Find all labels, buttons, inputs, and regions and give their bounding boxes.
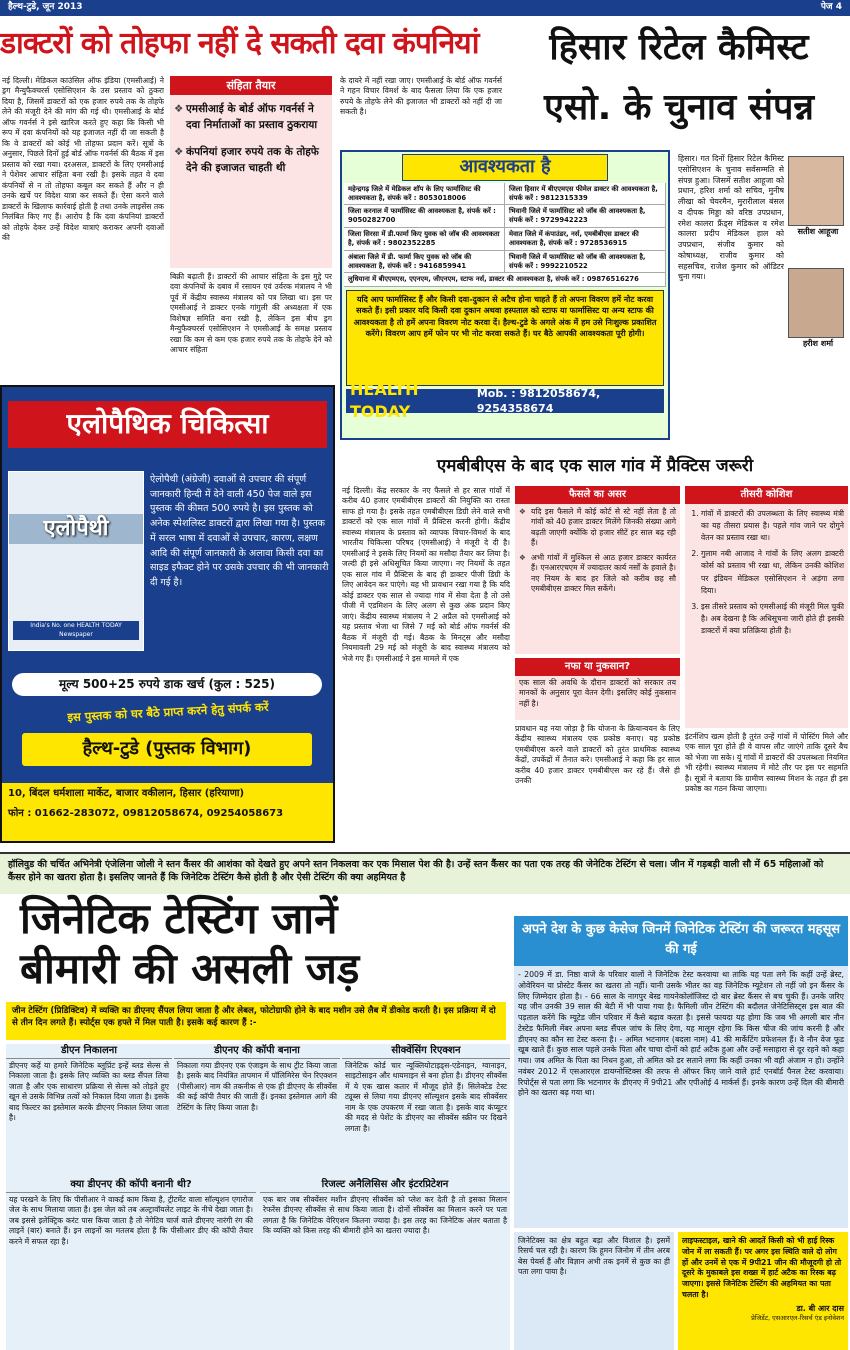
classified-item: अंबाला जिले में डी. फार्मा किए युवक को जॉब की आवश्यकता है, संपर्क करें : 9416859941: [344, 251, 505, 274]
page-header: [0, 0, 850, 16]
quote-text: लाइफस्टाइल, खाने की आदतें किसी को भी हाई रिस्क जोन में ला सकती हैं। पर अगर इस स्थिति वाले दो लोग हों और उनमें से एक में 9पी21 जीन की मौजूदगी हो तो दूसरे के मुकाबले इस शख्स में हार्ट अटैक का रिस्क बढ़ जाएगा। इससे जिनेटिक टेस्टिंग की अहमियत का पता चलता है।: [682, 1236, 842, 1299]
story3-box3-title: तीसरी कोशिश: [685, 486, 848, 504]
sidebar-cases: - 2009 में डा. निष्ठा वाजे के परिवार वालों ने जिनेटिक टेस्ट करवाया था ताकि यह पता लगे कि कहीं उन्हें ब्रेस्ट, ओवेरियन या प्रोस्टेट कैंसर का खतरा तो नहीं। यानी उसके भीतर का वह जिनेटिक म्यूटेशन तो नहीं जो इन कैंसर के लिए जिम्मेदार होता है। - 66 साल के नागपुर बेस्ड गायनेकोलॉजिस्ट दो बार ब्रेस्ट कैंसर से बच चुकी हैं। उनके जरिए यह जीन उनकी 39 साल की बेटी में भी पाया गया है। फैमिली जीन टेस्टिंग की बदौलत जेनेटिसिस्ट्स इस बात की पड़ताल करेंगे कि म्यूटेड जीन परिवार में कैसे बढ़ाव करता है। इससे फायदा यह होगा कि जब भी अगली बार नौन टेस्टेड फैमिली मेंबर अपना ब्लड सैंपल जांच के लिए देगा, यह मालूम रहेगा कि किस चीज की जांच करनी है और डीएनए का कौन सा टेस्ट करना है। - अमित भटनागर (बदला नाम) 41 की मार्केटिंग प्रफेशनल हैं। वे नौन वेज फूड खूब खाते हैं। कुछ साल पहले उनके पिता और चाचा दोनों को हार्ट अटैक हुआ और उन्हें मसाहारा से दूर रहने को कहा गया। जब अमित के पिता का निधन हुआ, तो अमित को डर सताने लगा कि कहीं उनका भी वही अंजाम न हो। उन्होंने नवंबर 2012 में एसआरएल डायग्नोस्टिक्स की तरफ से ऑफर किए जाने वाले हार्ट एनबॉर्ड पैनल टेस्ट करवाया। रिपोर्ट्स से पता लगा कि भटनागर के डीएनए में 9पी21 और एपीओई 4 मार्कर्स हैं। इनके कारण उन्हें दिल की बीमारी होने का खतरा बढ़ गया था।: [514, 966, 848, 1228]
story-chemist-election: [508, 18, 850, 448]
story1-col1: नई दिल्ली। मेडिकल काउंसिल ऑफ इंडिया (एमसीआई) ने ड्रग मैन्युफैक्चरर्स एसोसिएशन के उस प्रस्ताव को ठुकरा दिया है, जिसमें डाक्टरों को एक हजार रुपये तक के तोहफे लेने की मंजूरी देने की मांग की गई थी। एमसीआई के बोर्ड ऑफ गवर्नर्स ने इसे खारिज करते हुए कहा कि किसी भी रूप में दवा कंपनियों को यह इजाजत नहीं दी जा सकती है कि वे डाक्टरों को कोई भी तोहफा प्रदान करें। सूत्रों के अनुसार, पिछले दिनों हुई बोर्ड ऑफ गवर्नर्स की बैठक में इस प्रस्ताव को रखा गया। दरअसल, डाक्टरों के लिए एमसीआई ने पेशेवर आचार संहिता बना रखी है। इसके तहत वे दवा कंपनियों से न तो तोहफा कबूल कर सकते हैं और न ही उनके खर्चे पर विदेश यात्रा कर सकते हैं। ऐसा करने वाले डाक्टरों के खिलाफ कार्रवाई होती है तथा उनके लाइसेंस तक निलंबित किए गए हैं। आरोप है कि दवा कंपनियां डाक्टरों को तोहफे देकर उन्हें विदेश यात्राएं कराकर अपनी दवाओं की: [2, 76, 164, 243]
step-heading: डीएन निकालना: [6, 1044, 172, 1059]
classified-notice: यदि आप फार्मासिस्ट हैं और किसी दवा-दुकान से अटैच होना चाहते हैं तो अपना विवरण हमें नोट करवा सकते हैं। इसी प्रकार यदि किसी दवा दुकान अथवा हस्पताल को स्टाफ या फार्मासिस्ट या अन्य स्टाफ की आवश्यकता है तो हमें अपना विवरण नोट करवा दें। हैल्थ-टुडे के अगले अंक में हम उसे निःशुल्क प्रकाशित करेंगे। विवरण आप हमें फोन पर भी नोट करवा सकते हैं। घर बैठे आपकी आवश्यकता पूरी होगी।: [346, 290, 664, 386]
book-ad-publisher: हैल्थ-टुडे (पुस्तक विभाग): [22, 733, 312, 766]
quote-author-title: प्रेजिडेंट, एसआरएल-रिसर्च एंड इनोवेशन: [751, 1313, 844, 1322]
story4-deck: जीन टेस्टिंग (प्रिडिक्टिव) में व्यक्ति का डीएनए सैंपल लिया जाता है और लेबल, फोटोग्राफी होने के बाद मशीन उसे लैब में डीकोड करती है। इस प्रक्रिया में दो से तीन दिन लगते हैं। स्पोर्ट्स एक हफ्ते में मिल पाती है। इसके कई कारण हैं :-: [6, 1002, 506, 1040]
step-text: जिनेटिक कोर्ड चार न्यूक्लियोटाइड्स-एडेनाइन, ग्वानाइन, साइटोसाइन और थायमाइन से बना होता है। डीएनए सीक्वेंस में ये एक खास कतार में मौजूद होते हैं। सिलेक्टेड टेस्ट ट्यूब्स से लिया गया डीएनए सॉल्यूशन इसके बाद सीक्वेंसर नाम के एक उपकरण में रखा जाता है। इसके बाद कंप्यूटर की मदद से पेशेंट के डीएनए का सीक्वेंस स्क्रीन पर दिखने लगता है।: [345, 1060, 507, 1133]
step-heading: क्या डीएनए की कॉपी बनानी थी?: [6, 1178, 256, 1193]
story1-box: [170, 76, 332, 268]
step-text: डीएनए कहें या हमारे जिनेटिक ब्लूप्रिंट इन्हें ब्लड सेल्स से निकाला जाता है। इसके लिए व्यक्ति का ब्लड सैंपल लिया जाता है और एक साधारण प्रक्रिया से सेल्स को तोड़ते हुए खून से उसके विभिन्न तत्वों को निकाल दिया जाता है। इसके बाद फिल्टर का इस्तेमाल करके डीएनए निकाल लिया जाता है।: [9, 1060, 169, 1123]
book-cover-title: एलोपैथी: [9, 514, 143, 544]
step-text: एक बार जब सीक्वेंसर मशीन डीएनए सीक्वेंस को प्लेश कर देती है तो इसका मिलान रेफरेंस डीएनए सीक्वेंस से साथ किया जाता है। दोनों सीक्वेंस का मिलान करने पर पता लगता है कि जिनेटिक वेरिएशन कितना ज्यादा है। इस तरह का जिनेटिक अंतर बताता है कि व्यक्ति को किस तरह की बीमारी होने का खतरा ज्यादा है।: [263, 1194, 507, 1236]
story1-bullet: ❖ एमसीआई के बोर्ड ऑफ गवर्नर्स ने दवा निर्माताओं का प्रस्ताव ठुकराया: [174, 101, 328, 134]
photo-caption: हरीश शर्मा: [802, 339, 834, 348]
story3-box1-item: ❖ यदि इस फैसले में कोई कोर्ट से स्टे नहीं लेता है तो गांवों को 40 हजार डाक्टर मिलेंगे जिनकी संख्या आगे बढ़ती जाएगी क्योंकि दो हजार सीटें हर साल बढ़ रही हैं।: [519, 507, 676, 549]
story3-box3-item: 3. इस तीसरे प्रस्ताव को एमसीआई की मंजूरी मिल चुकी है। अब देखना है कि अधिसूचना जारी होते ही इसकी डाक्टरों में क्या प्रतिक्रिया होती है।: [701, 601, 844, 637]
book-ad-order: इस पुस्तक को घर बैठे प्राप्त करने हेतु संपर्क करें: [67, 699, 269, 725]
sidebar-note: जिनेटिक्स का क्षेत्र बहुत बड़ा और विशाल है। इसमें रिसर्च चल रही है। कारण कि हूमन जिनोम में तीन अरब बेस पेयर्स हैं और विज्ञान अभी तक इनमें से कुछ का ही पता लगा पाया है।: [514, 1232, 674, 1350]
page-number: पेज 4: [820, 2, 842, 12]
step-text: यह परखने के लिए कि पीसीआर ने वाकई काम किया है, ट्रीटमेंट वाला सॉल्यूशन एगारोज जेल के साथ मिलाया जाता है। इस जेल को तब अल्ट्रावॉयलेट लाइट के नीचे देखा जाता है। जब इससे इलेक्ट्रिक करंट पास किया जाता है तो नेगेटिव चार्ज वाले डीएनए नारंगी रंग की लाइनें (बार) बनाते हैं। इन लाइनों का मतलब होता है कि पीसीआर डीए की कॉपी तैयार करने में सफल रहा है।: [9, 1194, 253, 1246]
sidebar-title: अपने देश के कुछ केसेज जिनमें जिनेटिक टेस्टिंग की जरूरत महसूस की गई: [514, 916, 848, 966]
story4-steps: [6, 1044, 510, 1350]
story-genetic-testing: [0, 852, 850, 1350]
story1-headline: डाक्टरों को तोहफा नहीं दे सकती दवा कंपनियां: [0, 26, 479, 61]
story2-headline-1: हिसार रिटेल कैमिस्ट: [549, 27, 809, 68]
story3-box-third: [685, 486, 848, 728]
classified-item: भिवानी जिले में फार्मासिस्ट को जॉब की आवश्यकता है, संपर्क करें : 9729942223: [505, 205, 666, 228]
avatar: [788, 156, 844, 226]
step-heading: सीक्वेंसिंग रिएक्शन: [342, 1044, 510, 1059]
book-ad-address-line: 10, बिंदल धर्मशाला मार्केट, बाजार वकीलान, हिसार (हरियाणा): [8, 788, 245, 799]
story1-box-title: संहिता तैयार: [170, 76, 332, 95]
brand-mobile: Mob. : 9812058674, 9254358674: [476, 387, 601, 416]
photo-caption: सतीश आहूजा: [797, 227, 839, 236]
classified-item: भिवानी जिले में फार्मासिस्ट को जॉब की आवश्यकता है, संपर्क करें : 9992210522: [505, 251, 666, 274]
story4-intro: हॉलिवुड की चर्चित अभिनेत्री एंजेलिना जोली ने स्तन कैंसर की आशंका को देखते हुए अपने स्तन निकलवा कर एक मिसाल पेश की है। उन्हें स्तन कैंसर का पता एक तरह की जेनेटिक टेस्टिंग से चला। जीन में गड़बड़ी वाली सौ में 65 महिलाओं को कैंसर होने का खतरा होता है। इसलिए जानते हैं कि जिनेटिक टेस्टिंग कैसे होती है और ऐसी टेस्टिंग की क्या अहमियत है: [0, 854, 850, 894]
story3-col3b: इंटर्नशिप खत्म होती है तुरंत उन्हें गांवों में पोस्टिंग मिले और एक साल पूरा होते ही वे वापस लौट जाएंगे ताकि दूसरे बैच को भेजा जा सके। यूं गांवों में डाक्टरों की उपलब्धता नियमित भी रहेगी। स्वास्थ्य मंत्रालय में मोटे तौर पर इस पर सहमति है। सूत्रों ने बताया कि ग्रामीण स्वास्थ्य मिशन के तहत ही इस प्रकोष्ठ का गठन किया जाएगा।: [685, 732, 848, 794]
header-date: हैल्थ-टुडे, जून 2013: [8, 2, 83, 12]
story4-sidebar: [514, 916, 848, 1350]
story3-headline: एमबीबीएस के बाद एक साल गांव में प्रैक्टिस जरूरी: [436, 456, 754, 476]
classified-item: जिला करनाल में फार्मासिस्ट की आवश्यकता है, संपर्क करें : 9050282700: [344, 205, 505, 228]
photo-harish: [788, 268, 848, 368]
story3-box2-text: एक साल की अवधि के दौरान डाक्टरों को सरकार तय मानकों के अनुसार पूरा वेतन देगी। इसलिए कोई नुकसान नहीं है।: [519, 677, 676, 708]
story3-box3-item: 2. गुलाम नबी आजाद ने गांवों के लिए अलग डाक्टरी कोर्स को प्रस्ताव भी रखा था, लेकिन उनकी कोशिश पर इंडियन मेडिकल एसोसिएशन ने अड़ंगा लगा दिया।: [701, 548, 844, 597]
story3-box-impact: [515, 486, 680, 654]
story3-col1: नई दिल्ली। केंद्र सरकार के नए फैसले से हर साल गांवों में करीब 40 हजार एमबीबीएस डाक्टरों की नियुक्ति का रास्ता साफ हो गया है। इसके तहत एमबीबीएस डिग्री लेने वाले सभी डाक्टरों को एक साल गांवों में प्रैक्टिस करनी होगी। केंद्रीय स्वास्थ्य मंत्रालय के प्रस्ताव को व्यापक विचार-विमर्श के बाद भारतीय चिकित्सा परिषद (एमसीआई) ने मंजूरी दे दी है। एमसीआई ने इसके लिए नियमों का मसौदा तैयार कर लिया है। जल्दी ही इसे अधिसूचित किया जाएगा। नए नियमों के तहत एक साल गांव में प्रैक्टिस के बाद ही डाक्टर पीजी डिग्री के लिए आवेदन कर पाएंगे। यह भी प्रावधान रखा गया है कि यदि कोई डाक्टर एक साल से ज्यादा गांव में सेवा देता है तो उसे पीजी में एडमिशन के लिए अलग से कुछ अंक प्रदान किए जाएं। केंद्रीय स्वास्थ्य मंत्रालय ने 2 अप्रैल को एमसीआई को यह प्रस्ताव भेजा था जिसे 7 मई को बोर्ड ऑफ गवर्नर्स की बैठक में मंजूरी दी गई। बैठक के मिनट्स और मसौदा नियमावली 29 मई को मंजूरी के बाद स्वास्थ्य मंत्रालय को भेजे गए हैं। एमसीआई ने इस मामले में एक: [342, 486, 510, 663]
story3-col2b: प्रावधान यह नया जोड़ा है कि योजना के क्रियान्वयन के लिए केंद्रीय स्वास्थ्य मंत्रालय एक प्रकोष्ठ बनाए। यह प्रकोष्ठ एमबीबीएस करने वाले डाक्टरों को तुरंत प्राथमिक स्वास्थ्य केंद्रों, उपकेंद्रों में तैनात करे। एमसीआई ने कहा कि हर साल करीब 40 हजार डाक्टर एमबीबीएस कर रहे हैं। जैसे ही उनकी: [515, 724, 680, 786]
book-ad-title: एलोपैथिक चिकित्सा: [8, 401, 327, 448]
book-cover-tag: India's No. one HEALTH TODAY Newspaper: [13, 621, 139, 640]
classified-item-full: लुधियाना में बीएएमएस, एएनएम, जीएनएम, स्टाफ नर्स, डाक्टर की आवश्यकता है, संपर्क करें : 09876516276: [344, 273, 666, 287]
story1-col3: के दायरे में नहीं रखा जाए। एमसीआई के बोर्ड ऑफ गवर्नर्स ने गहन विचार विमर्श के बाद फैसला लिया कि एक हजार रुपये के तोहफे लेने की इजाजत भी डाक्टरों को नहीं दी जा सकती है।: [340, 76, 502, 117]
book-ad-phone: फोन : 01662-283072, 09812058674, 09254058673: [8, 807, 284, 819]
step-heading: रिजल्ट अनैलिसिस और इंटरप्रिटेशन: [260, 1178, 510, 1193]
photo-satish: [788, 156, 848, 256]
avatar: [788, 268, 844, 338]
book-ad-description: ऐलोपैथी (अंग्रेजी) दवाओं से उपचार की संपूर्ण जानकारी हिन्दी में देने वाली 450 पेज वाले इस पुस्तक की कीमत 500 रुपये है। इस पुस्तक को अनेक स्पेशलिस्ट डाक्टरों द्वारा लिखा गया है। पुस्तक में सरल भाषा में दवाओं से उपचार, कारण, लक्षण आदि की संपूर्ण जानकारी के अलावा किसी दवा का साइड इफैक्ट होने पर उसके उपचार की भी जानकारी दी गई है।: [150, 474, 329, 589]
classified-item: जिला सिरसा में डी.फार्मा किए युवक को जॉब की आवश्यकता है, संपर्क करें : 9802352285: [344, 228, 505, 251]
story3-box2-title: नफा या नुकसान?: [515, 658, 680, 676]
step-heading: डीएनए की कॉपी बनाना: [174, 1044, 340, 1059]
book-ad: [0, 385, 335, 843]
story3-box3-item: 1. गांवों में डाक्टरों की उपलब्धता के लिए स्वास्थ्य मंत्री का यह तीसरा प्रयास है। पहले गांव जाने पर दोगुने वेतन का प्रस्ताव रखा था।: [701, 508, 844, 544]
classified-item: जिला हिसार में बीएएमएस फीमेल डाक्टर की आवश्यकता है, संपर्क करें : 9812315339: [505, 183, 666, 206]
story-mbbs-village: [340, 450, 850, 850]
quote-author: डा. बी आर दास: [796, 1303, 844, 1313]
story3-box1-title: फैसले का असर: [515, 486, 680, 504]
classified-title: आवश्यकता है: [402, 154, 608, 181]
book-ad-address: [2, 783, 333, 841]
book-ad-price: मूल्य 500+25 रुपये डाक खर्च (कुल : 525): [12, 673, 322, 696]
classified-item: मेवात जिले में कंपाउंडर, नर्स, एमबीबीएस डाक्टर की आवश्यकता है, संपर्क करें : 9728536915: [505, 228, 666, 251]
story4-headline-2: बीमारी की असली जड़: [20, 944, 360, 993]
story3-box-loss: [515, 658, 680, 720]
story3-box1-item: ❖ अभी गांवों में मुश्किल से आठ हजार डाक्टर कार्यरत हैं। एनआरएचएम में ज्यादातर कार्य नर्सों के हवाले है। नए नियम के बाद हर जिले को करीब छह सौ एमबीबीएस डाक्टर मिल सकेंगे।: [519, 553, 676, 595]
story2-body: हिसार। गत दिनों हिसार रिटेल कैमिस्ट एसोसिएशन के चुनाव सर्वसम्मति से संपन्न हुआ। जिसमें सतीश आहूजा को प्रधान, हरिश शर्मा को सचिव, मुनीष लीखा को चेयरमैन, मुरारीलाल बंसल व दीपक मिड्डा को वरिष्ठ उपप्रधान, रमेश कालरा फ्रैंड्स मेडिकल व रमेश कालरा प्रदीप मेडिकल हाल को उपप्रधान, संजीव कुमार को कोषाध्यक्ष, राजीव कुमार को सहसचिव, राजेश कुमार को ऑडिटर चुना गया।: [678, 154, 784, 282]
step-text: निकाला गया डीएनए एक एंजाइम के साथ ट्रीट किया जाता है। इसके बाद नियंत्रित तापमान में पॉलिमिरेस चेन रिएक्शन (पीसीआर) नाम की तकनीक से एक ही डीएनए के सीक्वेंस की कई कॉपी तैयार की जाती हैं। इनका इस्तेमाल आगे की टेस्टिंग के लिए किया जाता है।: [177, 1060, 337, 1112]
expert-quote: [678, 1232, 848, 1350]
brand-name: HEALTH TODAY: [350, 380, 419, 422]
classified-item: महेन्द्रगढ़ जिले में मेडिकल शॉप के लिए फार्मासिस्ट की आवश्यकता है, संपर्क करें : 8053018006: [344, 183, 505, 206]
story1-bullet: ❖ कंपनियां हजार रुपये तक के तोहफे देने की इजाजत चाहती थी: [174, 144, 328, 177]
story2-headline-2: एसो. के चुनाव संपन्न: [544, 87, 814, 128]
book-cover: [8, 471, 144, 651]
story4-headline-1: जिनेटिक टेस्टिंग जानें: [20, 894, 338, 943]
story1-col2: बिक्री बढ़ाती हैं। डाक्टरों की आचार संहिता के इस मुद्दे पर दवा कंपनियों के दबाव में रसायन एवं उर्वरक मंत्रालय ने भी पूर्व में केंद्रीय स्वास्थ्य मंत्रालय को पत्र लिखा था। इस पर एमसीआई ने डाक्टर एनके गांगुली की अध्यक्षता में एक विशेषज्ञ समिति बना रखी है, लेकिन इस बीच ड्रग मैन्युफैक्चरर्स एसोसिएशन ने एमसीआई के समक्ष प्रस्ताव रखा कि कम से कम एक हजार रुपये तक के तोहफे देने को आचार संहिता: [170, 272, 332, 355]
